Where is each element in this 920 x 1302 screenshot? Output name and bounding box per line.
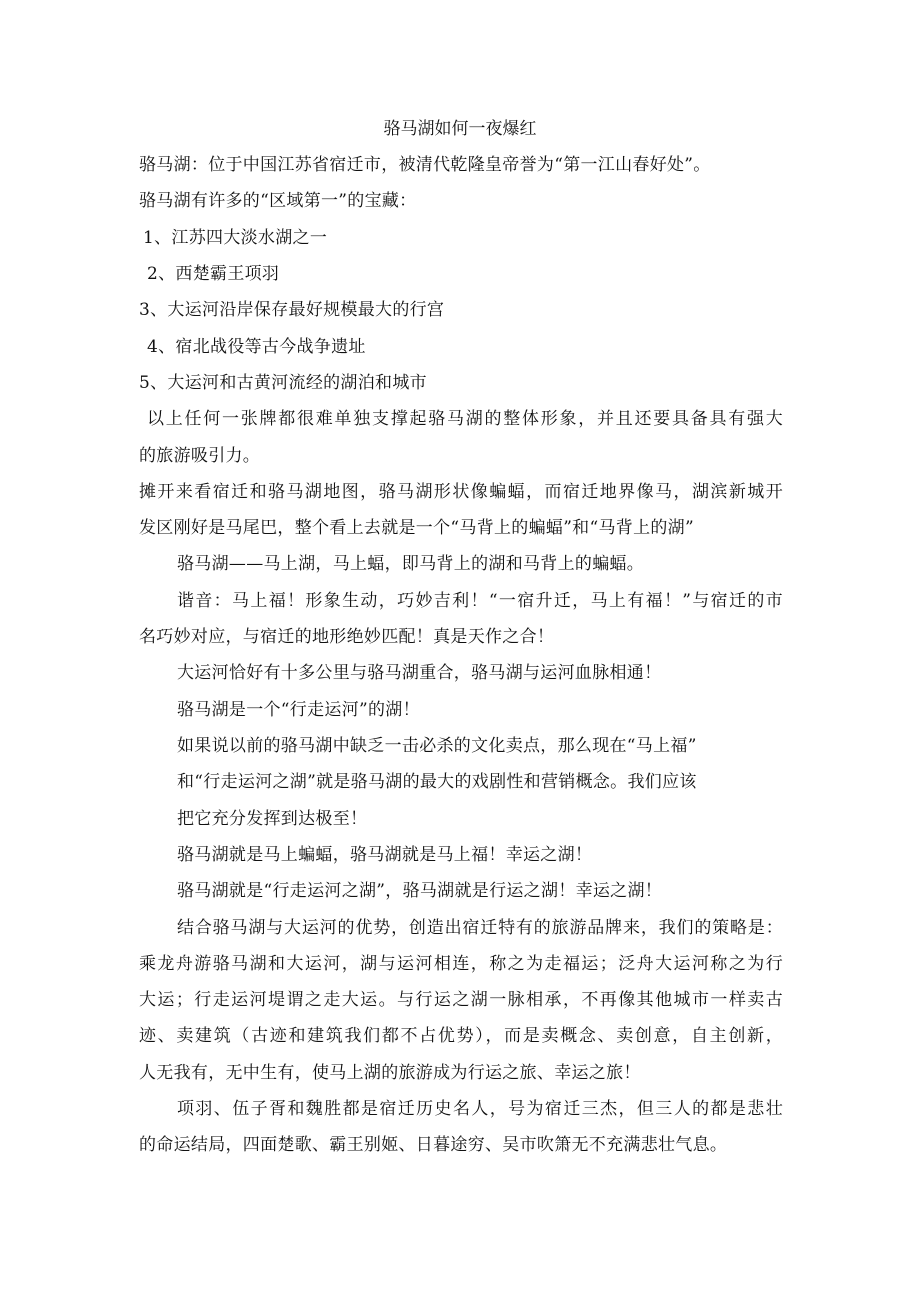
paragraph-line: 项羽、伍子胥和魏胜都是宿迁历史名人，号为宿迁三杰，但三人的都是悲壮 bbox=[177, 1099, 783, 1119]
list-item: 3、大运河沿岸保存最好规模最大的行宫 bbox=[139, 300, 445, 320]
paragraph-line: 结合骆马湖与大运河的优势，创造出宿迁特有的旅游品牌来，我们的策略是： bbox=[177, 918, 783, 938]
paragraph-line: 骆马湖就是“行走运河之湖”，骆马湖就是行运之湖！幸运之湖！ bbox=[177, 881, 663, 901]
paragraph-line: 骆马湖：位于中国江苏省宿迁市，被清代乾隆皇帝誉为“第一江山春好处”。 bbox=[139, 155, 711, 175]
paragraph-line: 迹、卖建筑（古迹和建筑我们都不占优势），而是卖概念、卖创意，自主创新， bbox=[139, 1026, 783, 1046]
paragraph-line: 的旅游吸引力。 bbox=[139, 446, 261, 466]
paragraph-line: 人无我有，无中生有，使马上湖的旅游成为行运之旅、幸运之旅！ bbox=[139, 1063, 641, 1083]
paragraph-line: 以上任何一张牌都很难单独支撑起骆马湖的整体形象，并且还要具备具有强大 bbox=[147, 409, 783, 429]
paragraph-line: 骆马湖是一个“行走运河”的湖！ bbox=[177, 700, 420, 720]
paragraph-line: 乘龙舟游骆马湖和大运河，湖与运河相连，称之为走福运；泛舟大运河称之为行 bbox=[139, 954, 783, 974]
list-item: 5、大运河和古黄河流经的湖泊和城市 bbox=[139, 373, 427, 393]
paragraph-line: 和“行走运河之湖”就是骆马湖的最大的戏剧性和营销概念。我们应该 bbox=[177, 772, 697, 792]
paragraph-line: 大运河恰好有十多公里与骆马湖重合，骆马湖与运河血脉相通！ bbox=[177, 663, 662, 683]
document-title: 骆马湖如何一夜爆红 bbox=[383, 119, 537, 139]
list-item: 1、江苏四大淡水湖之一 bbox=[143, 228, 328, 248]
paragraph-line: 发区刚好是马尾巴，整个看上去就是一个“马背上的蝙蝠”和“马背上的湖” bbox=[139, 518, 694, 538]
paragraph-line: 的命运结局，四面楚歌、霸王别姬、日暮途穷、吴市吹箫无不充满悲壮气息。 bbox=[139, 1135, 728, 1155]
paragraph-line: 大运；行走运河堤谓之走大运。与行运之湖一脉相承，不再像其他城市一样卖古 bbox=[139, 990, 783, 1010]
list-item: 4、宿北战役等古今战争遗址 bbox=[147, 337, 366, 357]
paragraph-line: 把它充分发挥到达极至！ bbox=[177, 809, 368, 829]
paragraph-line: 谐音：马上福！形象生动，巧妙吉利！“一宿升迁，马上有福！”与宿迁的市 bbox=[177, 591, 783, 611]
paragraph-line: 骆马湖就是马上蝙蝠，骆马湖就是马上福！幸运之湖！ bbox=[177, 845, 593, 865]
paragraph-line: 骆马湖有许多的“区域第一”的宝藏： bbox=[139, 191, 417, 211]
paragraph-line: 名巧妙对应，与宿迁的地形绝妙匹配！真是天作之合！ bbox=[139, 627, 555, 647]
paragraph-line: 如果说以前的骆马湖中缺乏一击必杀的文化卖点，那么现在“马上福” bbox=[177, 736, 697, 756]
paragraph-line: 骆马湖——马上湖，马上蝠，即马背上的湖和马背上的蝙蝠。 bbox=[177, 554, 645, 574]
list-item: 2、西楚霸王项羽 bbox=[147, 264, 280, 284]
paragraph-line: 摊开来看宿迁和骆马湖地图，骆马湖形状像蝙蝠，而宿迁地界像马，湖滨新城开 bbox=[139, 482, 783, 502]
